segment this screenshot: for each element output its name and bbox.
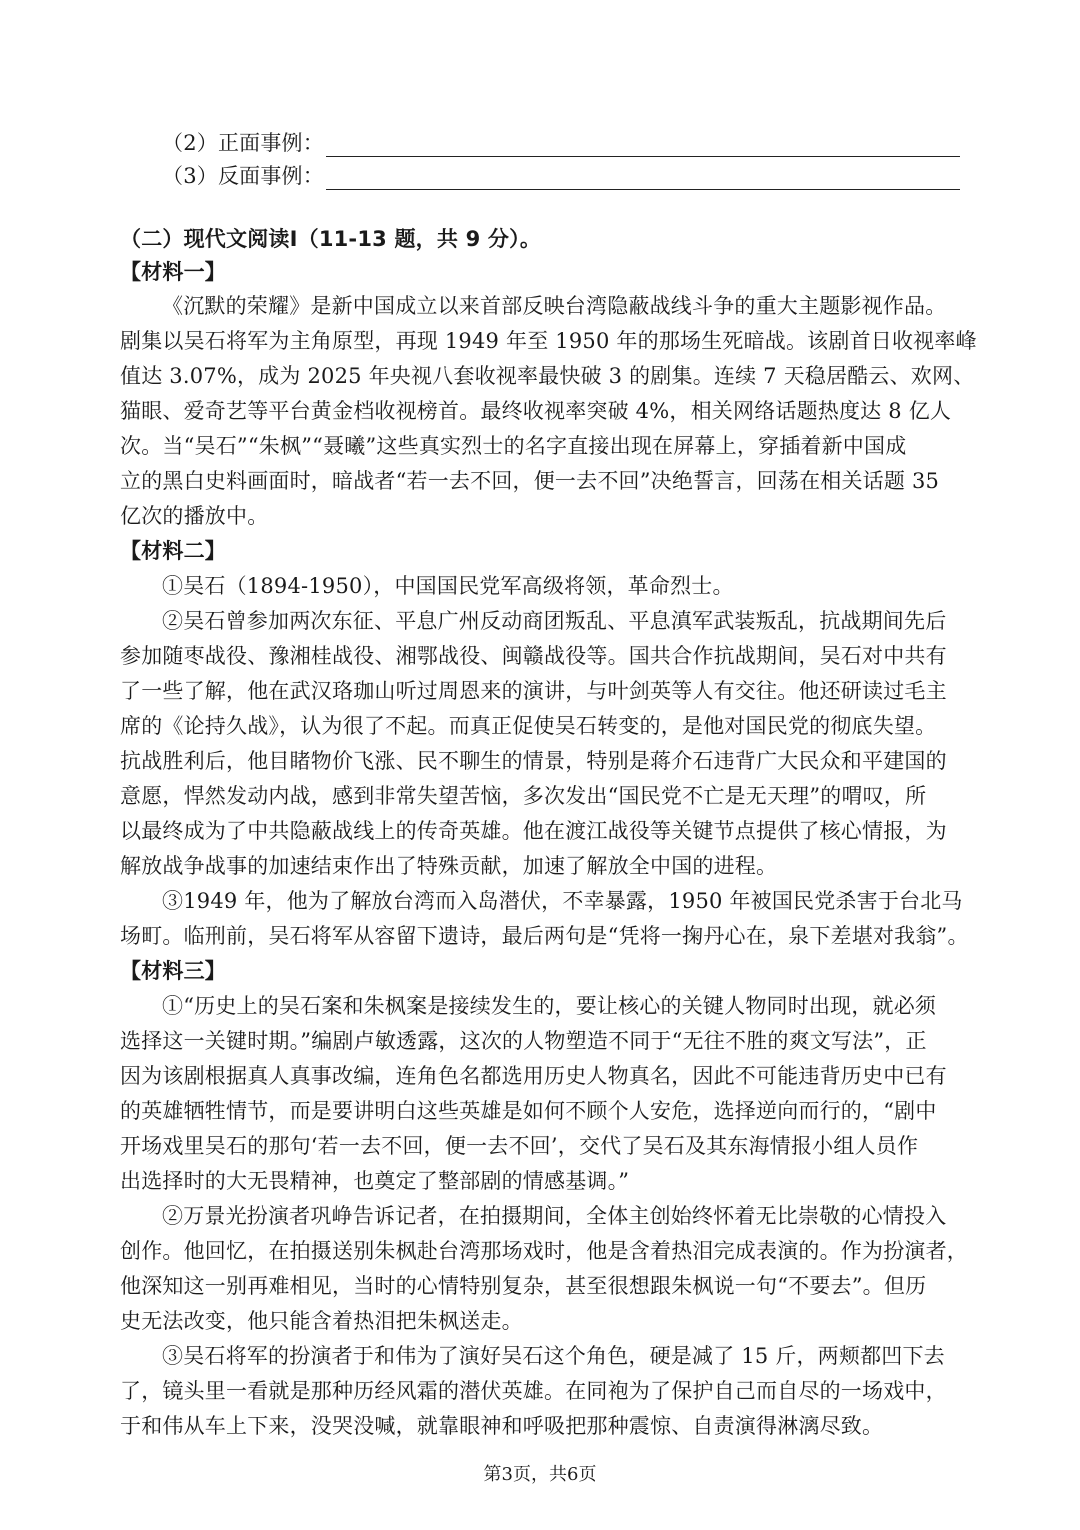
material3-line: 史无法改变，他只能含着热泪把朱枫送走。	[120, 1309, 523, 1333]
positive-example-row	[120, 127, 960, 157]
material1-line: 立的黑白史料画面时，暗战者“若一去不回，便一去不回”决绝誓言，回荡在相关话题 35	[120, 469, 940, 493]
material3-line: 出选择时的大无畏精神，也奠定了整部剧的情感基调。”	[120, 1169, 630, 1193]
material1-line: 亿次的播放中。	[120, 504, 269, 528]
material2-line: ②吴石曾参加两次东征、平息广州反动商团叛乱、平息滇军武装叛乱，抗战期间先后	[162, 609, 947, 633]
material2-line: ①吴石（1894-1950），中国国民党军高级将领，革命烈士。	[162, 574, 734, 598]
material2-line: 以最终成为了中共隐蔽战线上的传奇英雄。他在渡江战役等关键节点提供了核心情报，为	[120, 819, 947, 843]
negative-example-row	[120, 160, 960, 190]
material1-line: 《沉默的荣耀》是新中国成立以来首部反映台湾隐蔽战线斗争的重大主题影视作品。	[162, 294, 947, 318]
material1-line: 值达 3.07%，成为 2025 年央视八套收视率最快破 3 的剧集。连续 7 天稳居酷云、欢网、	[120, 364, 975, 388]
material2-line: 席的《论持久战》，认为很了不起。而真正促使吴石转变的，是他对国民党的彻底失望。	[120, 714, 937, 738]
material2-line: 意愿，悍然发动内战，感到非常失望苦恼，多次发出“国民党不亡是无天理”的喟叹，所	[120, 784, 927, 808]
material3-line: 的英雄牺牲情节，而是要讲明白这些英雄是如何不顾个人安危，选择逆向而行的，“剧中	[120, 1099, 937, 1123]
material3-line: ①“历史上的吴石案和朱枫案是接续发生的，要让核心的关键人物同时出现，就必须	[162, 994, 937, 1018]
material3-line: 于和伟从车上下来，没哭没喊，就靠眼神和呼吸把那种震惊、自责演得淋漓尽致。	[120, 1414, 884, 1438]
negative-example-label: （3）反面事例：	[162, 164, 324, 188]
material3-line: ③吴石将军的扮演者于和伟为了演好吴石这个角色，硬是减了 15 斤，两颊都凹下去	[162, 1344, 945, 1368]
material3-line: 创作。他回忆，在拍摄送别朱枫赴台湾那场戏时，他是含着热泪完成表演的。作为扮演者，	[120, 1239, 968, 1263]
material2-line: 抗战胜利后，他目睹物价飞涨、民不聊生的情景，特别是蒋介石违背广大民众和平建国的	[120, 749, 947, 773]
material1-line: 猫眼、爱奇艺等平台黄金档收视榜首。最终收视率突破 4%，相关网络话题热度达 8 亿人	[120, 399, 952, 423]
material3-line: ②万景光扮演者巩峥告诉记者，在拍摄期间，全体主创始终怀着无比崇敬的心情投入	[162, 1204, 947, 1228]
material1-heading: 【材料一】	[120, 260, 226, 284]
material3-line: 选择这一关键时期。”编剧卢敏透露，这次的人物塑造不同于“无往不胜的爽文写法”，正	[120, 1029, 927, 1053]
material1-line: 剧集以吴石将军为主角原型，再现 1949 年至 1950 年的那场生死暗战。该剧首日收视率峰	[120, 329, 977, 353]
material2-line: 解放战争战事的加速结束作出了特殊贡献，加速了解放全中国的进程。	[120, 854, 778, 878]
material3-line: 他深知这一别再难相见，当时的心情特别复杂，甚至很想跟朱枫说一句“不要去”。但历	[120, 1274, 927, 1298]
material3-line: 开场戏里吴石的那句‘若一去不回，便一去不回’，交代了吴石及其东海情报小组人员作	[120, 1134, 919, 1158]
material2-heading: 【材料二】	[120, 539, 226, 563]
positive-example-blank[interactable]	[326, 138, 960, 157]
negative-example-blank[interactable]	[326, 171, 960, 190]
material1-line: 次。当“吴石”“朱枫”“聂曦”这些真实烈士的名字直接出现在屏幕上，穿插着新中国成	[120, 434, 907, 458]
material2-line: 了一些了解，他在武汉珞珈山听过周恩来的演讲，与叶剑英等人有交往。他还研读过毛主	[120, 679, 947, 703]
material3-heading: 【材料三】	[120, 959, 226, 983]
material2-line: 场町。临刑前，吴石将军从容留下遗诗，最后两句是“凭将一掬丹心在，泉下差堪对我翁”。	[120, 924, 969, 948]
material2-line: ③1949 年，他为了解放台湾而入岛潜伏，不幸暴露，1950 年被国民党杀害于台北马	[162, 889, 963, 913]
material3-line: 了，镜头里一看就是那种历经风霜的潜伏英雄。在同袍为了保护自己而自尽的一场戏中，	[120, 1379, 947, 1403]
section-heading: （二）现代文阅读Ⅰ（11-13 题，共 9 分）。	[120, 227, 542, 251]
material3-line: 因为该剧根据真人真事改编，连角色名都选用历史人物真名，因此不可能违背历史中已有	[120, 1064, 947, 1088]
positive-example-label: （2）正面事例：	[162, 131, 324, 155]
material2-line: 参加随枣战役、豫湘桂战役、湘鄂战役、闽赣战役等。国共合作抗战期间，吴石对中共有	[120, 644, 947, 668]
page-footer: 第3页，共6页	[483, 1464, 597, 1485]
